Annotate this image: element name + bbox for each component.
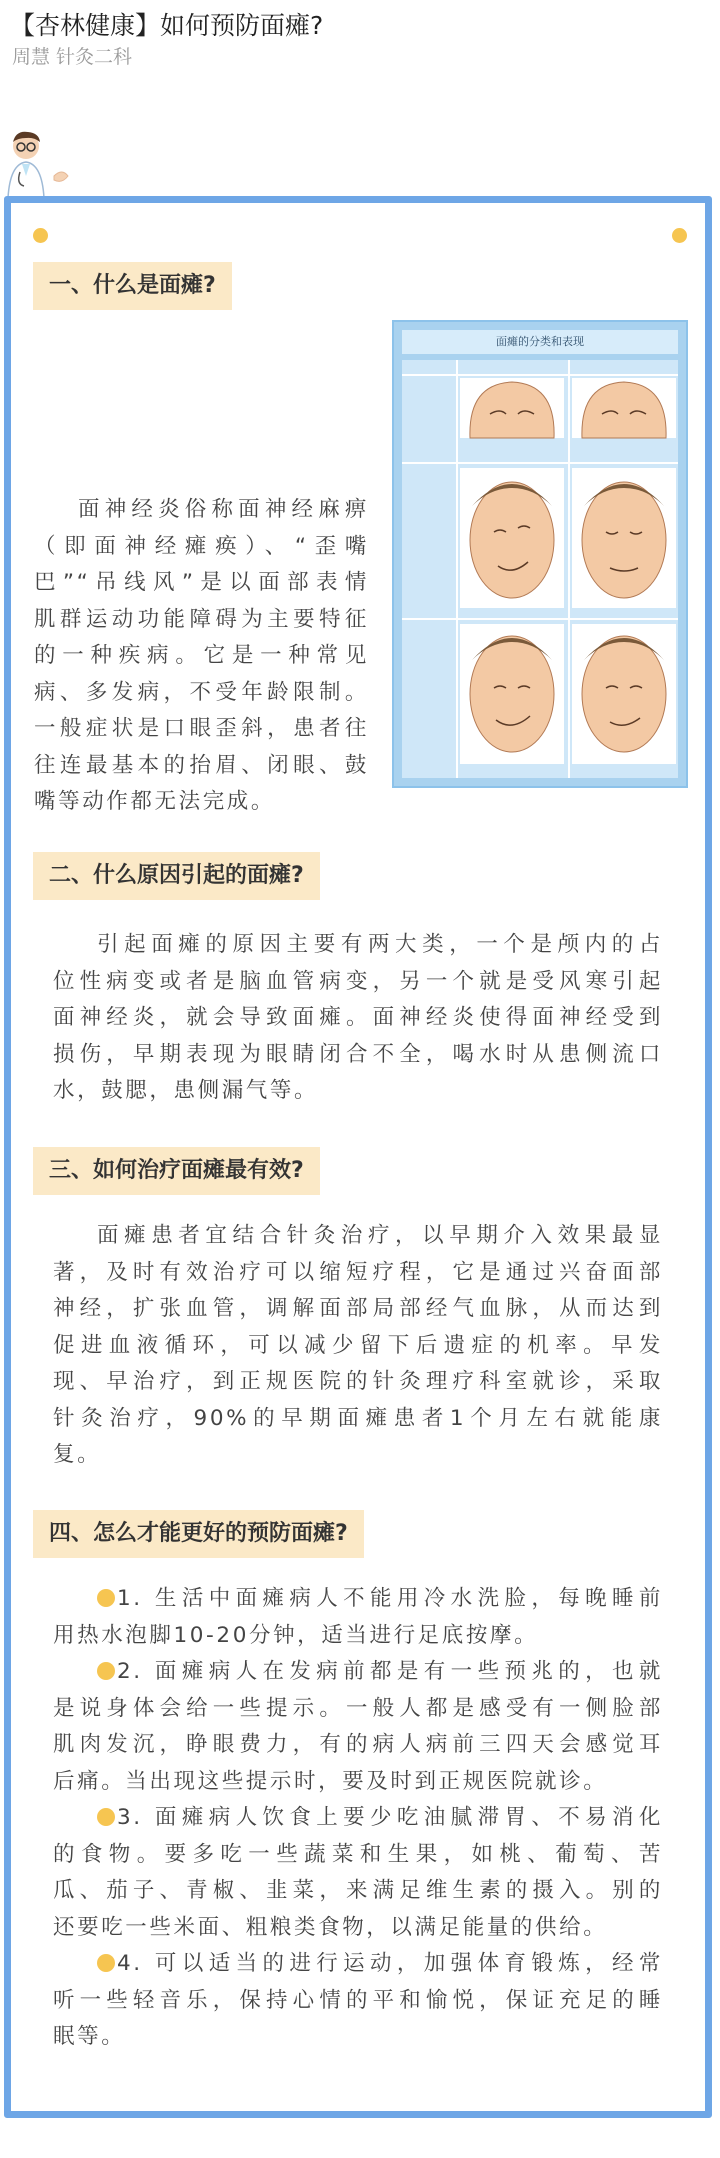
list-item-text: 1. 生活中面瘫病人不能用冷水洗脸，每晚睡前 [117,1586,663,1611]
text-line: 促进血液循环，可以减少留下后遗症的机率。早发 [53,1332,663,1358]
text-line: 往连最基本的抬眉、闭眼、鼓 [34,752,369,778]
text-line: 眠等。 [53,2024,126,2049]
text-line: 是说身体会给一些提示。一般人都是感受有一侧脸部 [53,1695,663,1721]
section-heading-3: 三、如何治疗面瘫最有效? [33,1147,320,1195]
text-line: 面瘫患者宜结合针灸治疗，以早期介入效果最显 [97,1223,663,1248]
facial-paralysis-diagram [392,320,688,788]
text-line: 针灸治疗，90%的早期面瘫患者1个月左右就能康 [53,1405,663,1431]
list-item-1-line [53,1581,663,1618]
text-line: 瓜、茄子、青椒、韭菜，来满足维生素的摄入。别的 [53,1878,663,1903]
text-line: 引起面瘫的原因主要有两大类，一个是颅内的占 [97,932,663,957]
text-line: 听一些轻音乐，保持心情的平和愉悦，保证充足的睡 [53,1987,663,2013]
article-title: 【杏林健康】如何预防面瘫? [10,11,324,40]
section-text-1 [34,492,369,821]
text-line: 用热水泡脚10-20分钟，适当进行足底按摩。 [53,1622,539,1648]
text-line: （即面神经瘫痪）、“歪嘴 [34,533,369,559]
section-text-4 [53,1581,663,2056]
text-line: 著，及时有效治疗可以缩短疗程，它是通过兴奋面部 [53,1259,663,1285]
corner-dot-left [33,228,48,243]
diagram-faces-icon [394,322,686,786]
section-heading-4: 四、怎么才能更好的预防面瘫? [33,1510,364,1558]
text-line: 后痛。当出现这些提示时，要及时到正规医院就诊。 [53,1768,608,1794]
list-item-text: 3. 面瘫病人饮食上要少吃油腻滞胃、不易消化 [117,1805,663,1830]
bullet-icon [97,1662,115,1680]
text-line: 的一种疾病。它是一种常见 [34,643,369,668]
list-item-3-line [53,1800,663,1837]
section-heading-1: 一、什么是面瘫? [33,262,232,310]
section-text-2 [53,927,663,1110]
bullet-icon [97,1954,115,1972]
text-line: 病、多发病，不受年龄限制。 [34,679,369,705]
corner-dot-right [672,228,687,243]
text-line: 肌群运动功能障碍为主要特征 [34,606,369,632]
list-item-text: 4. 可以适当的进行运动，加强体育锻炼，经常 [117,1951,663,1976]
list-item-2-line [53,1654,663,1691]
text-line: 神经，扩张血管，调解面部局部经气血脉，从而达到 [53,1296,663,1321]
text-line: 嘴等动作都无法完成。 [34,789,276,814]
text-line: 面神经炎，就会导致面瘫。面神经炎使得面神经受到 [53,1005,663,1030]
text-line: 现、早治疗，到正规医院的针灸理疗科室就诊，采取 [53,1369,663,1394]
text-line: 的食物。要多吃一些蔬菜和生果，如桃、葡萄、苦 [53,1841,663,1867]
list-item-4-line [53,1946,663,1983]
text-line: 损伤，早期表现为眼睛闭合不全，喝水时从患侧流口 [53,1041,663,1067]
text-line: 一般症状是口眼歪斜，患者往 [34,716,369,741]
text-line: 巴”“吊线风”是以面部表情 [34,570,369,595]
diagram-title: 面瘫的分类和表现 [402,330,678,354]
text-line: 位性病变或者是脑血管病变，另一个就是受风寒引起 [53,968,663,994]
text-line: 肌肉发沉，睁眼费力，有的病人病前三四天会感觉耳 [53,1732,663,1757]
text-line: 复。 [53,1442,102,1467]
text-line: 还要吃一些米面、粗粮类食物，以满足能量的供给。 [53,1914,608,1940]
section-heading-2: 二、什么原因引起的面瘫? [33,852,320,900]
text-line: 水，鼓腮，患侧漏气等。 [53,1078,319,1103]
text-line: 面神经炎俗称面神经麻痹 [78,497,369,522]
doctor-avatar-icon [4,128,74,198]
bullet-icon [97,1589,115,1607]
section-text-3 [53,1218,663,1474]
bullet-icon [97,1808,115,1826]
list-item-text: 2. 面瘫病人在发病前都是有一些预兆的，也就 [117,1659,663,1684]
article-author: 周慧 针灸二科 [12,46,133,68]
